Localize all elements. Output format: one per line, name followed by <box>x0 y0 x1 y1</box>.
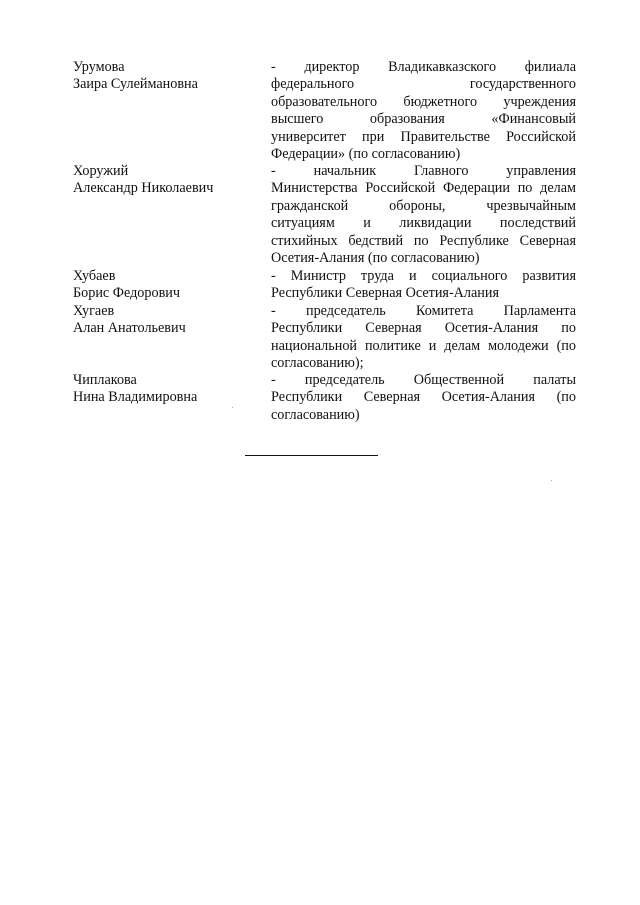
position-line: высшего образования «Финансовый <box>271 111 576 128</box>
member-given-names: Нина Владимировна <box>73 389 198 406</box>
position-line: Министерства Российской Федерации по делам <box>271 180 576 197</box>
member-given-names: Александр Николаевич <box>73 180 214 197</box>
position-line: - председатель Комитета Парламента <box>271 303 576 319</box>
position-line: стихийных бедствий по Республике Северная <box>271 232 576 249</box>
member-surname: Хугаев <box>73 303 115 319</box>
member-surname: Хоружий <box>73 163 129 179</box>
position-line: федерального государственного <box>271 76 576 93</box>
position-line: Республики Северная Осетия-Алания (по <box>271 389 576 406</box>
member-surname: Хубаев <box>73 268 116 284</box>
member-surname: Чиплакова <box>73 372 137 388</box>
position-line: Федерации» (по согласованию) <box>271 145 461 162</box>
position-line: национальной политике и делам молодежи (по <box>271 337 576 354</box>
position-line: образовательного бюджетного учреждения <box>271 93 576 110</box>
member-position <box>271 268 576 303</box>
position-line: согласованию); <box>271 355 364 372</box>
member-name <box>73 372 263 407</box>
position-line: - начальник Главного управления <box>271 163 576 179</box>
member-position <box>271 59 576 163</box>
member-position <box>271 163 576 267</box>
position-line: гражданской обороны, чрезвычайным <box>271 197 576 214</box>
position-line: согласованию) <box>271 406 360 423</box>
member-name <box>73 59 263 94</box>
member-position <box>271 303 576 373</box>
scan-speck <box>551 480 552 481</box>
position-line: университет при Правительстве Российской <box>271 128 576 145</box>
member-given-names: Заира Сулеймановна <box>73 76 198 93</box>
position-line: Республики Северная Осетия-Алания <box>271 285 500 302</box>
closing-rule <box>245 455 378 456</box>
position-line: Осетия-Алания (по согласованию) <box>271 249 480 266</box>
member-given-names: Алан Анатольевич <box>73 320 186 337</box>
position-line: Республики Северная Осетия-Алания по <box>271 320 576 337</box>
member-name <box>73 268 263 303</box>
member-position <box>271 372 576 424</box>
scan-speck <box>232 407 233 408</box>
member-name <box>73 303 263 338</box>
member-surname: Урумова <box>73 59 125 75</box>
position-line: - председатель Общественной палаты <box>271 372 576 388</box>
member-given-names: Борис Федорович <box>73 285 181 302</box>
position-line: ситуациям и ликвидации последствий <box>271 215 576 232</box>
position-line: - Министр труда и социального развития <box>271 268 576 284</box>
member-name <box>73 163 263 198</box>
position-line: - директор Владикавказского филиала <box>271 59 576 75</box>
